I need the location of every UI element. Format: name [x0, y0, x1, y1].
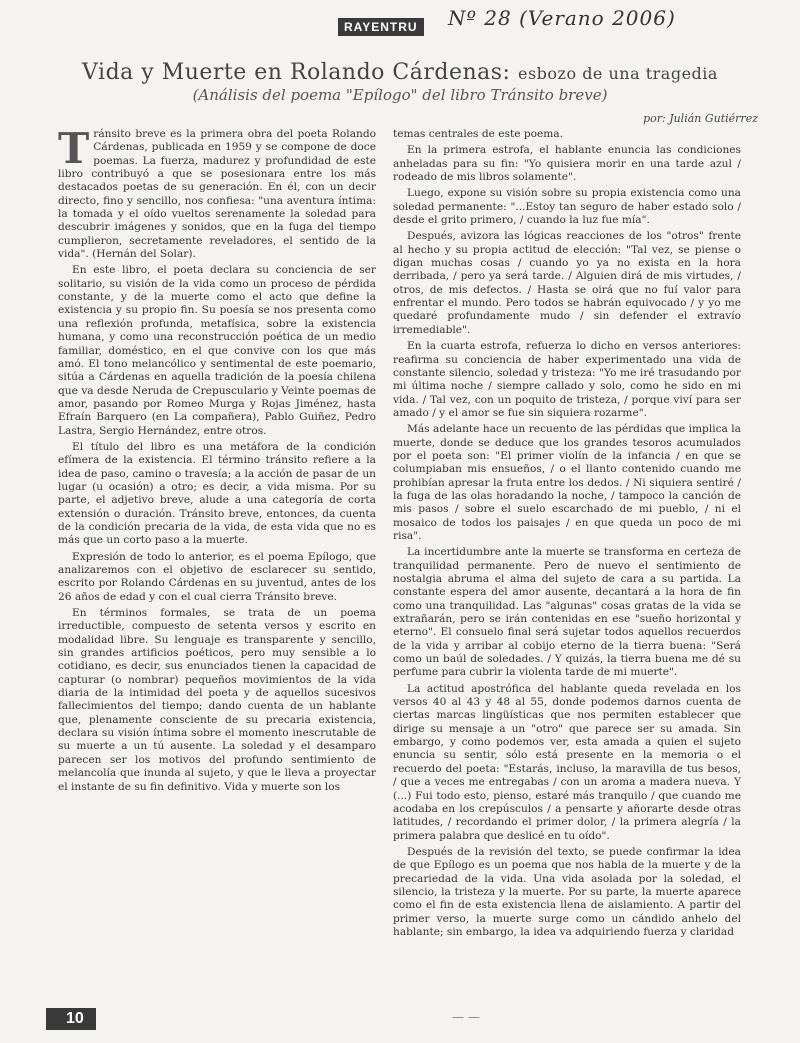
column-left	[58, 124, 376, 797]
title-main: Vida y Muerte en Rolando Cárdenas:	[82, 60, 511, 85]
paragraph: Expresión de todo lo anterior, es el poema Epílogo, que analizaremos con el objetivo de esclarecer su sentido, escrito por Rolando Cárdenas en su juventud, antes de los 26 años de edad y con el cual cierra Tránsito breve.	[58, 550, 376, 603]
article-subtitle: (Análisis del poema "Epílogo" del libro Tránsito breve)	[192, 86, 608, 104]
paragraph: Tránsito breve es la primera obra del poeta Rolando Cárdenas, publicada en 1959 y se compone de doce poemas. La fuerza, madurez y profundidad de este libro contribuyó a que se posesionara entre los más destacados poetas de su generación. En él, con un decir directo, fino y sencillo, nos confiesa: "una aventura íntima: la tomada y el oído vueltos serenamente la soledad para descubrir imágenes y sonidos, que en la fuga del tiempo cumplieron, secretamente reveladores, el sentido de la vida". (Hernán del Solar).	[58, 124, 376, 261]
paragraph: Después de la revisión del texto, se puede confirmar la idea de que Epílogo es un poema que nos habla de la muerte y de la precariedad de la vida. Una vida asolada por la soledad, el silencio, la tristeza y la muerte. Por su parte, la muerte aparece como el fin de esta existencia llena de aislamiento. A partir del primer verso, la muerte surge como un cándido anhelo del hablante; sin embargo, la idea va adquiriendo fuerza y claridad	[393, 845, 741, 938]
title-tail: esbozo de una tragedia	[517, 64, 718, 83]
byline: por: Julián Gutiérrez	[643, 112, 758, 125]
paragraph: En este libro, el poeta declara su conciencia de ser solitario, su visión de la vida como un proceso de pérdida constante, y de la muerte como el acto que define la existencia y su propio fin. Su poesía se nos presenta como una reflexión profunda, metafísica, sobre la existencia humana, y como una reconstrucción poética de un medio familiar, doméstico, en el que convive con los que más amó. El tono melancólico y sentimental de este poemario, sitúa a Cárdenas en aquella tradición de la poesía chilena que va desde Neruda de Crepusculario y Veinte poemas de amor, pasando por Romeo Murga y Rojas Jiménez, hasta Efraín Barquero (en La compañera), Pablo Guiñez, Pedro Lastra, Sergio Hernández, entre otros.	[58, 264, 376, 437]
paragraph: El título del libro es una metáfora de la condición efímera de la existencia. El término tránsito refiere a la idea de paso, camino o travesía; a la acción de pasar de un lugar (u ocasión) a otro; es decir, a vida misma. Por su parte, el adjetivo breve, alude a una categoría de corta extensión o duración. Tránsito breve, entonces, da cuenta de la condición precaria de la vida, de esta vida que no es más que un corto paso a la muerte.	[58, 440, 376, 547]
paragraph: temas centrales de este poema.	[393, 128, 563, 140]
paragraph: En términos formales, se trata de un poema irreductible, compuesto de setenta versos y escrito en modalidad libre. Su lenguaje es transparente y sencillo, sin grandes artificios poéticos, pero muy sensible a lo cotidiano, es decir, sus enunciados tienen la capacidad de capturar (o nombrar) pequeños movimientos de la vida diaria de la intimidad del poeta y de aquellos sucesivos fallecimientos del tiempo; dando cuenta de un hablante que, plenamente consciente de su precaria existencia, declara su visión íntima sobre el momento inescrutable de su muerte a un tú ausente. La soledad y el desamparo parecen ser los motivos del profundo sentimiento de melancolía que inunda al sujeto, y que le lleva a proyectar el instante de su fin definitivo. Vida y muerte son los	[58, 607, 376, 793]
paragraph: Después, avizora las lógicas reacciones de los "otros" frente al hecho y su propia actitud de elección: "Tal vez, se piense o digan muchas cosas / cuando yo ya no exista en la hora derribada, / pero ya será tarde. / Alguien dirá de mis virtudes, / otros, de mis defectos. / Hasta se oirá que no fuí valor para enfrentar el mundo. Pero todos se habrán equivocado / y yo me quedaré profundamente mudo / sin defender el extravío irremediable".	[393, 230, 741, 336]
paragraph: Más adelante hace un recuento de las pérdidas que implica la muerte, donde se deduce que los grandes tesoros acumulados por el poeta son: "El primer violín de la infancia / en que se columpiaban mis ensueños, / o el llanto contenido cuando me prohibían apresar la fruta entre los dedos. / Ni siquiera sentiré / la fuga de las olas horadando la noche, / tampoco la canción de mis pasos / sobre el suelo escarchado de mi pueblo, / ni el mosaico de todos los paisajes / en que queda un poco de mi risa".	[393, 423, 741, 542]
paragraph: En la cuarta estrofa, refuerza lo dicho en versos anteriores: reafirma su conciencia de haber experimentado una vida de constante silencio, soledad y tristeza: "Yo me iré trasudando por mi última noche / siempre callado y solo, como he sido en mi vida. / Tal vez, con un poquito de tristeza, / porque viví para ser amado / y el amor se fue sin siquiera rozarme".	[393, 340, 741, 419]
article-title	[0, 60, 800, 85]
handwritten-note: Nº 28 (Verano 2006)	[448, 6, 676, 30]
paragraph: Luego, expone su visión sobre su propia existencia como una soledad permanente: "...Estoy tan seguro de haber estado solo / desde el grito primero, / cuando la luz fue mía".	[393, 187, 741, 227]
footer-dashes: — —	[452, 1010, 480, 1024]
column-right	[393, 128, 741, 942]
drop-cap: T	[58, 124, 90, 173]
page-number: 10	[46, 1008, 96, 1030]
paragraph: En la primera estrofa, el hablante enuncia las condiciones anheladas para su fin: "Yo quisiera morir en una tarde azul / rodeado de mis libros solamente".	[393, 144, 741, 184]
paragraph: La incertidumbre ante la muerte se transforma en certeza de tranquilidad permanente. Pero de nuevo el sentimiento de nostalgia abruma el alma del sujeto de cara a su partida. La constante espera del amor ausente, decantará a la hora de fin como una tranquilidad. Las "algunas" cosas gratas de la vida se extrañarán, pero se irán contenidas en ese "sueño horizontal y eterno". El consuelo final será sujetar todos aquellos recuerdos de la vida y arribar al cobijo eterno de la tierra buena: "Será como un baúl de soledades. / Y quizás, la tierra buena me dé su perfume para cubrir la violenta tarde de mi muerte".	[393, 546, 741, 679]
magazine-tag: RAYENTRU	[338, 18, 424, 36]
paragraph: La actitud apostrófica del hablante queda revelada en los versos 40 al 43 y 48 al 55, donde podemos darnos cuenta de ciertas marcas lingüísticas que nos permiten establecer que dirige su mensaje a un "otro" que parece ser su amada. Sin embargo, y como podemos ver, esta amada a quien el sujeto enuncia su sentir, sólo está presente en la memoria o el recuerdo del poeta: "Estarás, incluso, la maravilla de tus besos, / que a veces me entregabas / con un aroma a madera nueva. Y (...) Fui todo esto, pienso, estaré más tranquilo / que cuando me acodaba en los crepúsculos / a pensarte y añorarte desde otras latitudes, / recordando el primer dolor, / la primera alegría / la primera palabra que deslicé en tu oído".	[393, 682, 741, 842]
